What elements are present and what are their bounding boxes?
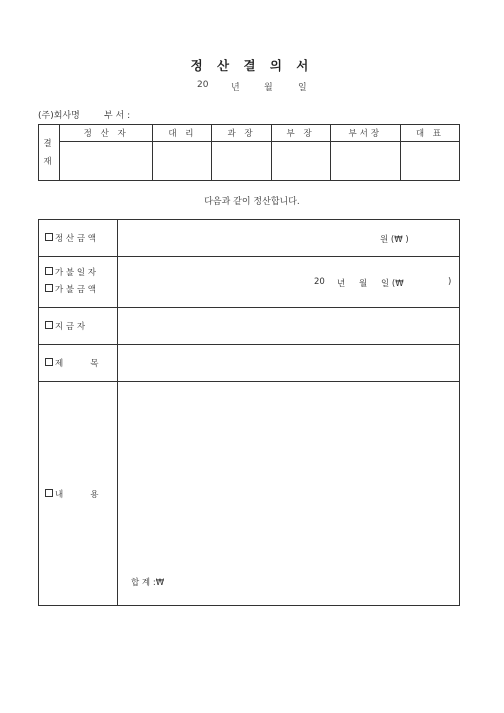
company-label: (주)회사명 — [38, 111, 80, 121]
settlement-amount-value: 원 (₩ ) — [380, 235, 409, 245]
date-day-unit: 일 — [298, 83, 307, 93]
approval-side-label — [39, 125, 60, 181]
subject-field[interactable] — [118, 345, 460, 382]
approval-header-section-chief: 과 장 — [212, 125, 271, 142]
checkbox-icon — [45, 321, 53, 329]
settlement-amount-label-cell — [39, 220, 118, 257]
advance-month-unit: 월 — [359, 279, 368, 289]
approval-header-assistant-manager: 대 리 — [153, 125, 212, 142]
approval-side-label-2: 재 — [43, 156, 55, 167]
date-month-unit: 월 — [264, 83, 273, 93]
advance-field[interactable] — [118, 257, 460, 308]
advance-amount-label: 가 불 금 액 — [55, 285, 96, 295]
approval-sign-settler[interactable] — [60, 142, 153, 181]
approval-sign-section-chief[interactable] — [212, 142, 271, 181]
content-label-cell — [39, 382, 118, 606]
approval-sign-department-manager[interactable] — [271, 142, 330, 181]
department-label: 부 서 : — [104, 111, 131, 121]
notice-text: 다음과 같이 정산합니다. — [204, 197, 300, 207]
approval-header-department-head: 부서장 — [330, 125, 400, 142]
subject-label-cell — [39, 345, 118, 382]
approval-header-settler: 정 산 자 — [60, 125, 153, 142]
payee-field[interactable] — [118, 308, 460, 345]
checkbox-icon — [45, 267, 53, 275]
content-total-label: 합 계 :₩ — [131, 578, 165, 588]
approval-sign-ceo[interactable] — [400, 142, 459, 181]
checkbox-icon — [45, 284, 53, 292]
date-year-unit: 년 — [231, 83, 240, 93]
approval-sign-assistant-manager[interactable] — [153, 142, 212, 181]
settlement-amount-label: 정 산 금 액 — [55, 234, 96, 244]
advance-date-label-line — [45, 265, 117, 282]
advance-close-paren: ) — [448, 277, 452, 287]
checkbox-icon — [45, 489, 53, 497]
advance-year: 20 — [314, 277, 325, 287]
date-year: 20 — [197, 80, 209, 90]
settlement-form-table — [38, 219, 460, 606]
advance-amount-label-line — [45, 282, 117, 299]
content-label: 내 용 — [55, 489, 99, 500]
approval-table — [38, 124, 460, 181]
advance-day-unit: 일 (₩ — [381, 279, 404, 289]
approval-side-label-1: 결 — [43, 138, 55, 149]
settlement-amount-field[interactable] — [118, 220, 460, 257]
content-field[interactable] — [118, 382, 460, 606]
approval-header-ceo: 대 표 — [400, 125, 459, 142]
payee-label: 지 금 자 — [55, 322, 86, 332]
advance-label-cell — [39, 257, 118, 308]
approval-sign-department-head[interactable] — [330, 142, 400, 181]
approval-header-department-manager: 부 장 — [271, 125, 330, 142]
subject-label: 제 목 — [55, 359, 99, 369]
payee-label-cell — [39, 308, 118, 345]
checkbox-icon — [45, 358, 53, 366]
checkbox-icon — [45, 233, 53, 241]
advance-year-unit: 년 — [337, 279, 346, 289]
document-title: 정 산 결 의 서 — [190, 58, 314, 73]
advance-date-label: 가 불 일 자 — [55, 268, 96, 278]
